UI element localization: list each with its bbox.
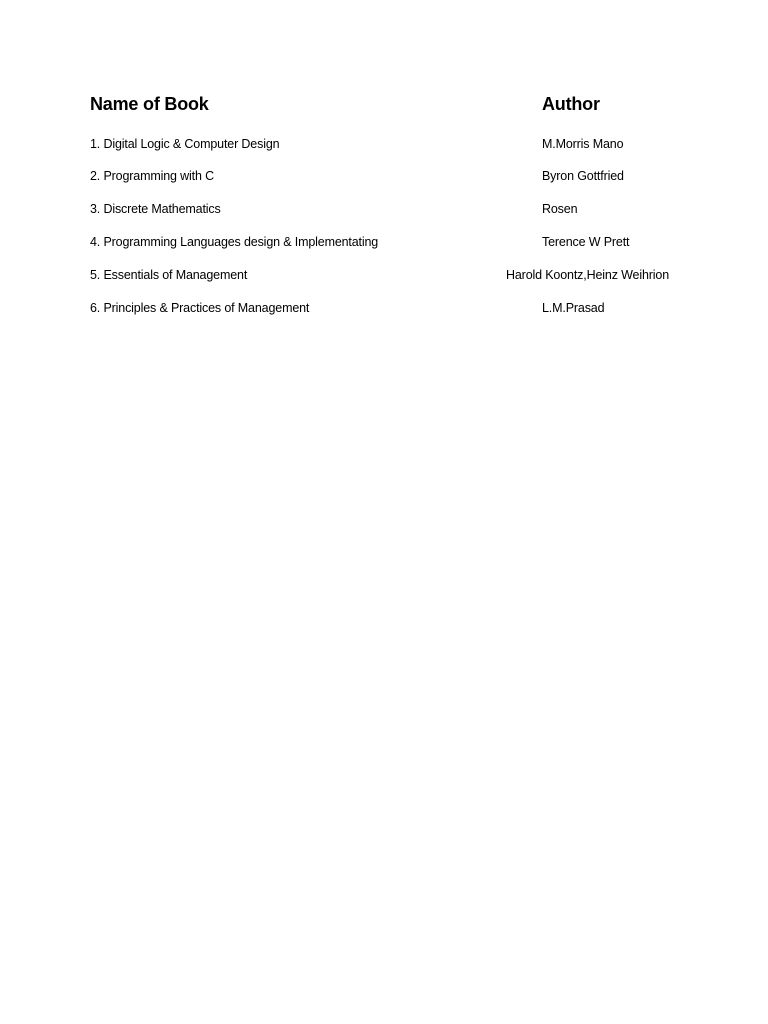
book-author: Rosen — [542, 202, 578, 216]
book-title: 3. Discrete Mathematics — [90, 202, 221, 216]
table-row — [0, 233, 768, 251]
book-author: Terence W Prett — [542, 235, 630, 249]
table-row — [0, 135, 768, 153]
book-author: Harold Koontz,Heinz Weihrion — [506, 268, 670, 282]
book-author: M.Morris Mano — [542, 137, 624, 151]
book-author: L.M.Prasad — [542, 301, 605, 315]
table-header — [0, 94, 768, 118]
book-title: 2. Programming with C — [90, 169, 214, 183]
book-title: 4. Programming Languages design & Implementating — [90, 235, 379, 249]
book-author: Byron Gottfried — [542, 169, 624, 183]
column-header-author: Author — [542, 94, 600, 114]
table-row — [0, 200, 768, 218]
book-title: 5. Essentials of Management — [90, 268, 248, 282]
table-row — [0, 167, 768, 185]
table-row — [0, 299, 768, 317]
book-title: 6. Principles & Practices of Management — [90, 301, 310, 315]
table-row — [0, 266, 768, 284]
column-header-book: Name of Book — [90, 94, 209, 114]
book-title: 1. Digital Logic & Computer Design — [90, 137, 280, 151]
